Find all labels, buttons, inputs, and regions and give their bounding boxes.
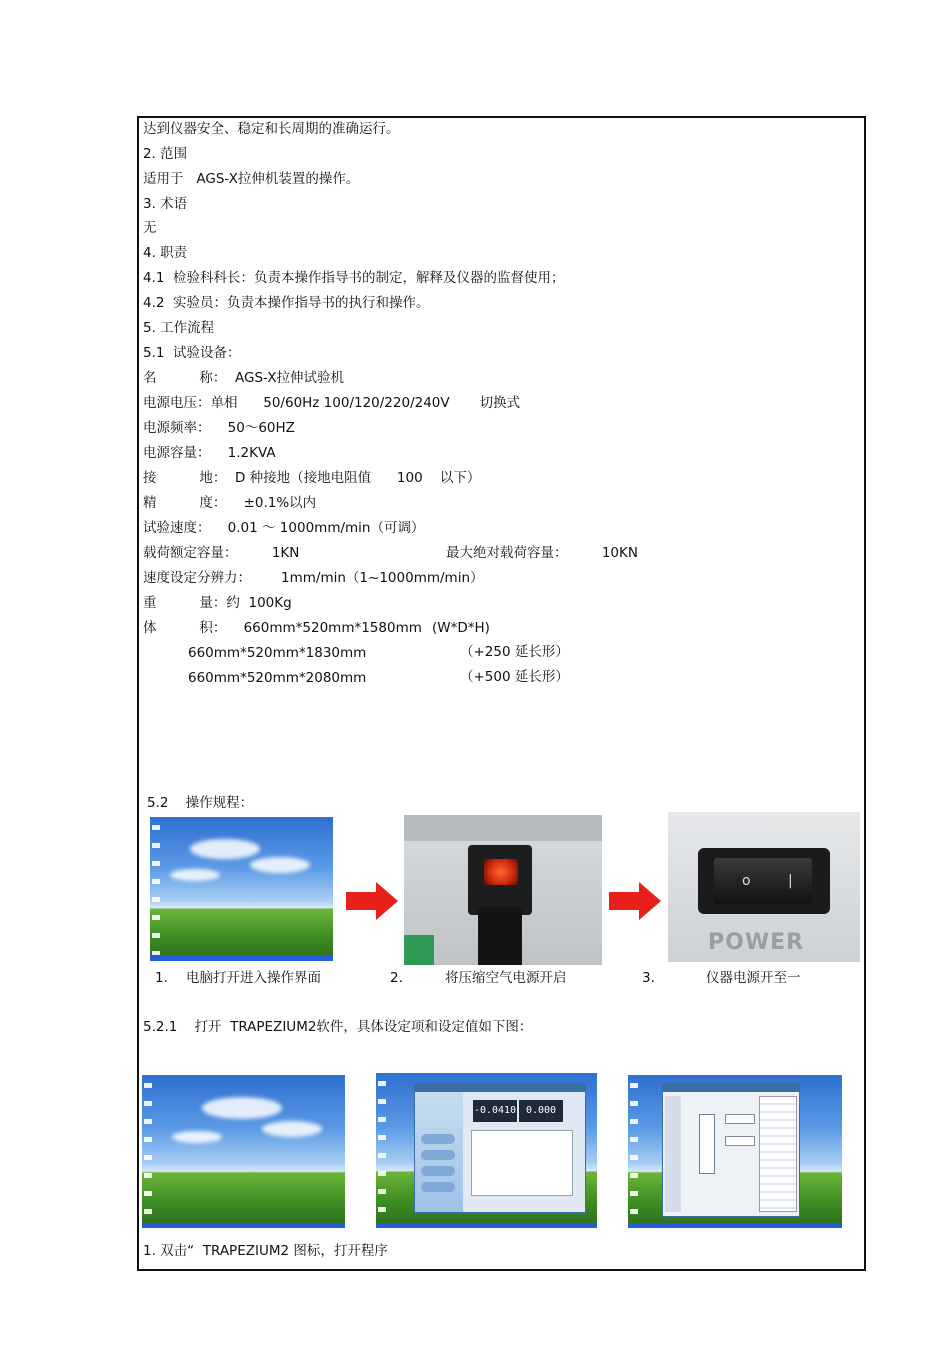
desktop-screenshot: [142, 1075, 345, 1228]
force-readout: -0.0410: [473, 1100, 517, 1122]
spec-speed: 试验速度： 0.01 ～ 1000mm/min（可调）: [143, 520, 425, 536]
text-line: 无: [143, 220, 157, 236]
arrow-right-icon: [346, 880, 398, 922]
spec-accuracy: 精 度： ±0.1%以内: [143, 495, 317, 511]
spec-capacity: 电源容量： 1.2KVA: [143, 445, 276, 461]
text-line: 4.2 实验员：负责本操作指导书的执行和操作。: [143, 295, 430, 311]
spec-volume-row2: 660mm*520mm*1830mm: [188, 645, 367, 661]
step-caption: 电脑打开进入操作界面: [186, 970, 321, 986]
text-line: 达到仪器安全、稳定和长周期的准确运行。: [143, 121, 400, 137]
heading-procedure: 5.2 操作规程：: [147, 795, 254, 811]
spec-max-load: 最大绝对载荷容量： 10KN: [446, 545, 638, 561]
spec-ground: 接 地： D 种接地（接地电阻值 100 以下）: [143, 470, 481, 486]
spec-frequency: 电源频率： 50～60HZ: [143, 420, 295, 436]
step-number: 2.: [390, 970, 403, 986]
power-label: POWER: [708, 930, 805, 955]
heading-workflow: 5. 工作流程: [143, 320, 215, 336]
air-power-switch-photo: [404, 815, 602, 965]
spec-voltage: 电源电压：单相 50/60Hz 100/120/220/240V 切换式: [143, 395, 521, 411]
software-settings-screenshot: [628, 1075, 842, 1228]
software-main-screenshot: [376, 1073, 597, 1228]
heading-terms: 3. 术语: [143, 196, 188, 212]
spec-load: 载荷额定容量： 1KN: [143, 545, 300, 561]
spec-name: 名 称： AGS-X拉伸试验机: [143, 370, 344, 386]
spec-speed-resolution: 速度设定分辨力： 1mm/min（1~1000mm/min）: [143, 570, 484, 586]
text-line: 适用于 AGS-X拉伸机装置的操作。: [143, 171, 360, 187]
desktop-photo: [150, 817, 333, 961]
stroke-readout: 0.000: [519, 1100, 563, 1122]
software-window: [414, 1083, 586, 1213]
step-number: 1.: [155, 970, 168, 986]
final-caption: 1. 双击“ TRAPEZIUM2 图标，打开程序: [143, 1243, 388, 1259]
heading-equipment: 5.1 试验设备：: [143, 345, 241, 361]
text-line: 4.1 检验科科长：负责本操作指导书的制定，解释及仪器的监督使用；: [143, 270, 565, 286]
heading-open-software: 5.2.1 打开 TRAPEZIUM2软件，具体设定项和设定值如下图：: [143, 1019, 533, 1035]
spec-volume-note2: （+250 延长形）: [460, 644, 569, 660]
arrow-right-icon: [609, 880, 661, 922]
step-number: 3.: [642, 970, 655, 986]
spec-weight: 重 量：约 100Kg: [143, 595, 292, 611]
heading-scope: 2. 范围: [143, 146, 188, 162]
spec-volume-row3: 660mm*520mm*2080mm: [188, 670, 367, 686]
spec-volume-note: (W*D*H): [432, 620, 490, 636]
heading-duties: 4. 职责: [143, 245, 188, 261]
instrument-power-switch-photo: o | POWER: [668, 812, 860, 962]
spec-volume: 体 积： 660mm*520mm*1580mm: [143, 620, 422, 636]
step-caption: 仪器电源开至一: [706, 970, 801, 986]
step-caption: 将压缩空气电源开启: [445, 970, 567, 986]
spec-volume-note3: （+500 延长形）: [460, 669, 569, 685]
settings-window: [662, 1083, 800, 1217]
